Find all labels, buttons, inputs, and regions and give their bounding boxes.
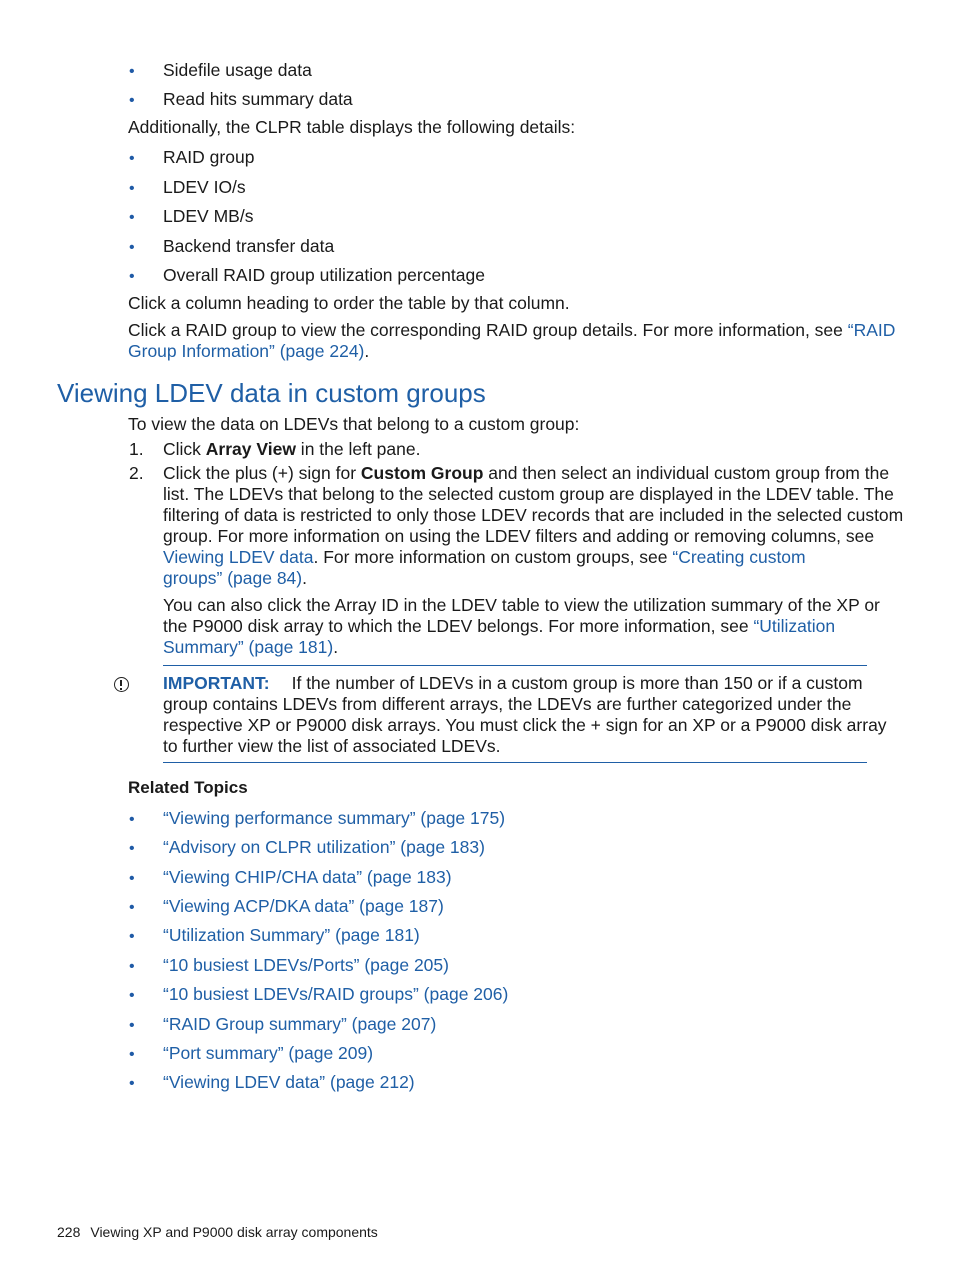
important-line: to further view the list of associated LDEVs. — [163, 736, 501, 756]
related-link[interactable]: “Port summary” (page 209) — [163, 1043, 374, 1063]
important-icon — [114, 677, 129, 692]
step-2-line: filtering of data is restricted to only those LDEV records that are included in the selected custom — [163, 505, 904, 525]
bullet-marker: • — [129, 209, 135, 226]
bullet-marker: • — [129, 63, 135, 80]
step-text: the P9000 disk array to which the LDEV belongs. For more information, see — [163, 616, 754, 636]
list-item: LDEV IO/s — [163, 177, 246, 197]
creating-custom-groups-link[interactable]: groups” (page 84) — [163, 568, 303, 588]
list-item: LDEV MB/s — [163, 206, 254, 226]
bullet-marker: • — [129, 987, 135, 1004]
para-raid-text: Click a RAID group to view the corresponding RAID group details. For more information, see — [128, 320, 848, 340]
bullet-marker: • — [129, 899, 135, 916]
bullet-marker: • — [129, 1017, 135, 1034]
step-2-line — [163, 547, 806, 568]
clpr-intro: Additionally, the CLPR table displays the following details: — [128, 117, 576, 137]
step-2-para2-line — [163, 637, 338, 658]
page-footer — [57, 1223, 378, 1241]
utilization-summary-link[interactable]: “Utilization — [753, 616, 836, 636]
note-divider-bottom — [163, 762, 867, 763]
raid-group-info-link[interactable]: “RAID — [847, 320, 896, 340]
bullet-marker: • — [129, 1046, 135, 1063]
section-intro: To view the data on LDEVs that belong to a custom group: — [128, 414, 580, 434]
list-item: Backend transfer data — [163, 236, 335, 256]
step-text: . — [302, 568, 307, 588]
list-item: RAID group — [163, 147, 255, 167]
bullet-marker: • — [129, 1075, 135, 1092]
related-link[interactable]: “10 busiest LDEVs/RAID groups” (page 206) — [163, 984, 509, 1004]
bullet-marker: • — [129, 870, 135, 887]
important-label: IMPORTANT: — [163, 673, 270, 693]
step-2-line: group. For more information on using the LDEV filters and adding or removing columns, see — [163, 526, 875, 546]
para-order: Click a column heading to order the table by that column. — [128, 293, 570, 313]
bullet-marker: • — [129, 180, 135, 197]
bullet-marker: • — [129, 840, 135, 857]
step-text: Click — [163, 439, 206, 459]
step-text: Click the plus (+) sign for — [163, 463, 361, 483]
step-1 — [163, 439, 420, 460]
footer-title: Viewing XP and P9000 disk array components — [90, 1224, 378, 1240]
bullet-marker: • — [129, 150, 135, 167]
array-view-label: Array View — [205, 439, 296, 459]
bullet-marker: • — [129, 239, 135, 256]
custom-group-label: Custom Group — [360, 463, 484, 483]
step-2-line: list. The LDEVs that belong to the selected custom group are displayed in the LDEV table. The — [163, 484, 894, 504]
para-raid-line2 — [128, 341, 369, 362]
important-line: group contains LDEVs from different arrays, the LDEVs are further categorized under the — [163, 694, 852, 714]
step-text: and then select an individual custom group from the — [483, 463, 890, 483]
related-link[interactable]: “Viewing ACP/DKA data” (page 187) — [163, 896, 444, 916]
related-link[interactable]: “Advisory on CLPR utilization” (page 183) — [163, 837, 485, 857]
bullet-marker: • — [129, 928, 135, 945]
related-link[interactable]: “Viewing performance summary” (page 175) — [163, 808, 506, 828]
para-raid-line1 — [128, 320, 895, 341]
step-text: . — [333, 637, 339, 657]
related-link[interactable]: “10 busiest LDEVs/Ports” (page 205) — [163, 955, 449, 975]
important-line — [163, 673, 863, 694]
step-text: . For more information on custom groups, see — [313, 547, 673, 567]
step-number: 1. — [129, 439, 144, 459]
related-topics-title: Related Topics — [128, 778, 248, 797]
related-link[interactable]: “RAID Group summary” (page 207) — [163, 1014, 437, 1034]
step-2-line — [163, 568, 307, 589]
para-raid-end: . — [364, 341, 370, 361]
creating-custom-groups-link[interactable]: “Creating custom — [672, 547, 806, 567]
related-link[interactable]: “Viewing CHIP/CHA data” (page 183) — [163, 867, 452, 887]
raid-group-info-link[interactable]: Group Information” (page 224) — [128, 341, 365, 361]
section-title: Viewing LDEV data in custom groups — [57, 378, 486, 408]
list-item: Overall RAID group utilization percentage — [163, 265, 485, 285]
step-text: in the left pane. — [295, 439, 421, 459]
bullet-marker: • — [129, 268, 135, 285]
step-2-para2-line: You can also click the Array ID in the LDEV table to view the utilization summary of the XP or — [163, 595, 880, 615]
important-text: If the number of LDEVs in a custom group is more than 150 or if a custom — [291, 673, 863, 693]
related-link[interactable]: “Utilization Summary” (page 181) — [163, 925, 420, 945]
list-item: Read hits summary data — [163, 89, 353, 109]
page-number: 228 — [57, 1224, 81, 1240]
bullet-marker: • — [129, 958, 135, 975]
step-2-para2-line — [163, 616, 835, 637]
list-item: Sidefile usage data — [163, 60, 312, 80]
step-number: 2. — [129, 463, 144, 483]
utilization-summary-link[interactable]: Summary” (page 181) — [163, 637, 334, 657]
important-line: respective XP or P9000 disk arrays. You must click the + sign for an XP or a P9000 disk array — [163, 715, 887, 735]
note-divider-top — [163, 665, 867, 666]
related-link[interactable]: “Viewing LDEV data” (page 212) — [163, 1072, 415, 1092]
bullet-marker: • — [129, 811, 135, 828]
step-2-line — [163, 463, 889, 484]
bullet-marker: • — [129, 92, 135, 109]
viewing-ldev-data-link[interactable]: Viewing LDEV data — [163, 547, 314, 567]
